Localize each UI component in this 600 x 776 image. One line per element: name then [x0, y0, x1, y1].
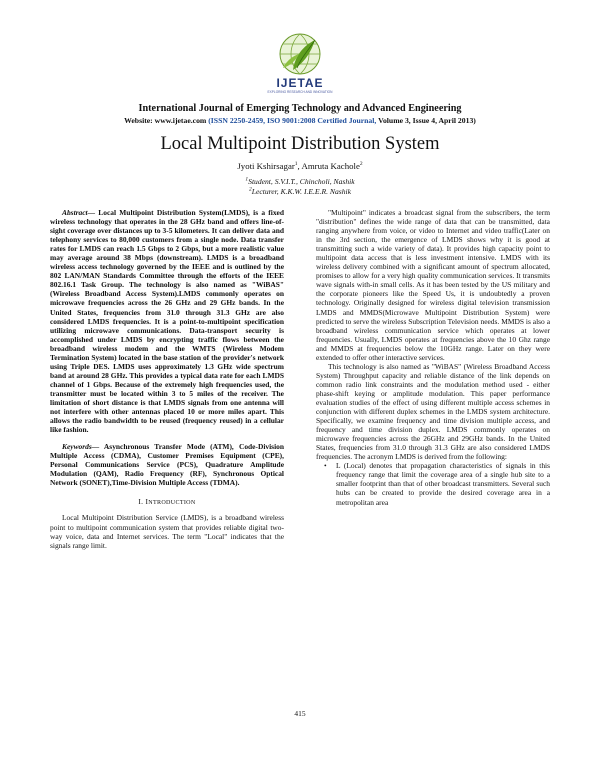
right-paragraph-1: "Multipoint" indicates a broadcast signal from the subscribers, the term "distribution" defines the wide range of data that can be transmitted, data ranging anywhere from voice, or video to Internet and video traffic(Later on in the 3rd section, the emergence of LMDS shows why it is good at transmitting such a wide variety of data). It provides high capacity point to multipoint data access that is less investment intensive. LMDS with its wireless delivery combined with a significant amount of spectrum allocated, promises to allow for a very high quality communication services. It transmits wave signals with-in small cells. As it has been tested by the US military and the corporate pioneers like the Speed Us, it is undoubtedly a proven technology. Originally designed for wireless digital television transmission LMDS and MMDS(Microwave Multipoint Distribution System) were predicted to serve the wireless Subscription Television needs. MMDS is also a broadband wireless communication service which operates at lower frequencies. Usually, LMDS operates at frequencies above the 10 Ghz range and MMDS at frequencies below the 10GHz range. Later on they were extended to offer other interactive services.: [316, 208, 550, 362]
paper-title: Local Multipoint Distribution System: [160, 134, 440, 154]
abstract-text: Local Multipoint Distribution System(LMDS), is a fixed wireless technology that operates in the 28 GHz band and offers line-of-sight coverage over distances up to 3-5 kilometers. It can deliver data and telephony services to 80,000 customers from a single node. Data transfer rates for LMDS can reach 1.5 Gbps to 2 Gbps, but a more realistic value may average around 38 Mbps (downstream). LMDS is a broadband wireless access technology governed by the IEEE and is outlined by the 802 LAN/MAN Standards Committee through the efforts of the IEEE 802.16.1 Task Group. The technology is also named as "WiBAS" (Wireless Broadband Access System).LMDS commonly operates on microwave frequencies across the 26 GHz and 29 GHz bands. In the United States, frequencies from 31.0 through 31.3 GHz are also considered LMDS frequencies. It is a point-to-multipoint specification utilizing microwave communications. Data-transport security is accomplished under LMDS by encrypting traffic flows between the broadband wireless modem and the WMTS (Wireless Modem Termination System) located in the base station of the provider's network using Triple DES. LMDS uses approximately 1.3 GHz wide spectrum band at around 28 GHz. This provides a typical data rate for each LMDS channel of 1 Gbps. Because of the extremely high frequencies used, the transmitter must be located within 3 to 5 miles of the receiver. The limitation of short distance is that LMDS signals from one antenna will not interfere with other antennas placed 10 or more miles apart. This allows the radio bandwidth to be reused (frequency reused) in a cellular like fashion.: [50, 208, 284, 435]
keywords-text: Asynchronous Transfer Mode (ATM), Code-Division Multiple Access (CDMA), Customer Premises Equipment (CPE), Personal Communications Service (PCS), Quadrature Amplitude Modulation (QAM), Radio Frequency (RF), Synchronous Optical Network (SONET),Time-Division Multiple Access (TDMA).: [50, 442, 284, 488]
affiliation-2: [0, 187, 600, 196]
abstract: [50, 208, 284, 434]
affiliation-1: [0, 177, 600, 186]
keywords-label: Keywords—: [62, 442, 100, 452]
affiliation-1-sup: 1: [245, 176, 249, 183]
author-2-sup: 2: [359, 161, 363, 168]
list-item: [316, 461, 550, 506]
keywords: [50, 442, 284, 487]
right-paragraph-2: This technology is also named as "WiBAS" (Wireless Broadband Access System) Throughput capacity and reliable distance of the link depends on common radio link constraints and the modulation method used - either phase-shift keying or amplitude modulation. This paper performance evaluation studies of the effect of using different multiple access schemes in conjunction with different duplex schemes in the LMDS system architecture. Specifically, we examine frequency and time division multiple access, and frequency and time division duplex. LMDS commonly operates on microwave frequencies across the 26GHz and 29GHz bands. In the United States, frequencies from 31.0 through 31.3 GHz are also considered LMDS frequencies. The acronym LMDS is derived from the following:: [316, 361, 550, 462]
section-heading-introduction: [50, 497, 284, 508]
bullet-icon: •: [324, 461, 327, 471]
affiliation-1-text: Student, S.V.I.T., Chincholi, Nashik: [248, 177, 355, 186]
author-1-sup: 1: [294, 161, 298, 168]
journal-logo: [253, 30, 347, 98]
author-2: Amruta Kachole: [301, 161, 360, 171]
author-1: Jyoti Kshirsagar: [237, 161, 295, 171]
logo-tagline: EXPLORING RESEARCH AND INNOVATION: [267, 90, 333, 94]
globe-leaf-icon: [253, 30, 347, 78]
author-separator: ,: [297, 161, 302, 171]
journal-title: International Journal of Emerging Technology and Advanced Engineering: [138, 103, 462, 114]
abstract-label: Abstract—: [62, 208, 96, 217]
website-label[interactable]: Website: www.ijetae.com: [124, 116, 207, 125]
intro-paragraph: Local Multipoint Distribution Service (LMDS), is a broadband wireless point to multipoint communication system that provides reliable digital two-way voice, data and Internet services. The term "Local" indicates that the signals range limit.: [50, 513, 284, 550]
section-number: I.: [138, 497, 144, 507]
authors-line: [0, 161, 600, 172]
bullet-text: L (Local) denotes that propagation characteristics of signals in this frequency range that limit the coverage area of a single hub site to a smaller footprint than that of other broadcast transmitters. Several such hubs can be created to provide the desired coverage area in a metropolitan area: [336, 461, 550, 507]
affiliation-2-text: Lecturer, K.K.W. I.E.E.R. Nashik: [251, 187, 351, 196]
journal-website-line: [0, 116, 600, 126]
page-number: 415: [294, 709, 306, 718]
logo-text: IJETAE: [276, 76, 324, 90]
volume-text: Volume 3, Issue 4, April 2013): [378, 116, 476, 125]
section-rest: NTRODUCTION: [148, 500, 196, 507]
section-first-letter: I: [145, 497, 149, 507]
left-column: [50, 208, 284, 550]
issn-text: (ISSN 2250-2459, ISO 9001:2008 Certified Journal,: [208, 116, 377, 125]
affiliation-2-sup: 2: [249, 186, 252, 193]
right-column: [316, 208, 550, 507]
